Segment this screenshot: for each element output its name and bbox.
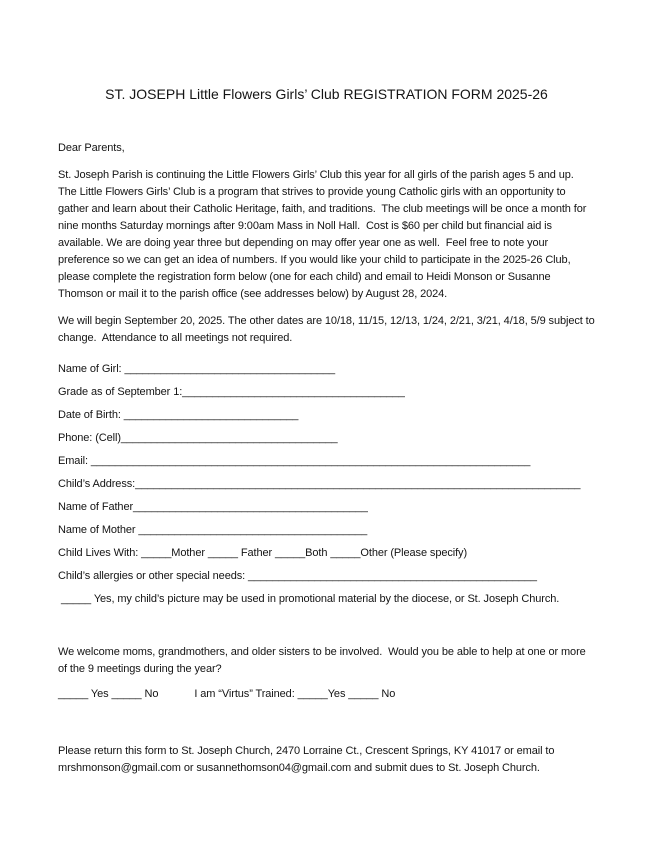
field-line-child-lives-with: Child Lives With: _____Mother _____ Father _____Both _____Other (Please specify) bbox=[58, 547, 468, 559]
volunteer-paragraph: We welcome moms, grandmothers, and older sisters to be involved. Would you be able to help at one or more of the 9 meetings during the year? bbox=[58, 646, 589, 675]
photo-release-line: _____ Yes, my child’s picture may be used in promotional material by the diocese, or St. Joseph Church. bbox=[58, 593, 560, 605]
field-line-email: Email: _________________________________________________________________________ bbox=[58, 455, 531, 467]
intro-paragraph: St. Joseph Parish is continuing the Little Flowers Girls’ Club this year for all girls of the parish ages 5 and up. The Little Flowers Girls’ Club is a program that strives to provide young Catholic girls with an opportunity to gather and learn about their Catholic Heritage, faith, and traditions. The club meetings will be once a month for nine months Saturday mornings after 9:00am Mass in Noll Hall. Cost is $60 per child but financial aid is available. We are doing year three but depending on may offer year one as well. Feel free to note your preference so we can get an idea of numbers. If you would like your child to participate in the 2025-26 Club, please complete the registration form below (one for each child) and email to Heidi Monson or Susanne Thomson or mail it to the parish office (see addresses below) by August 28, 2024. bbox=[58, 169, 590, 300]
field-line-date-of-birth: Date of Birth: _____________________________ bbox=[58, 409, 299, 421]
field-line-phone: Phone: (Cell)____________________________________ bbox=[58, 432, 338, 444]
virtus-trained-blanks: I am “Virtus” Trained: _____Yes _____ No bbox=[194, 688, 396, 700]
dates-paragraph: We will begin September 20, 2025. The other dates are 10/18, 11/15, 12/13, 1/24, 2/21, 3/21, 4/18, 5/9 subject to change. Attendance to all meetings not required. bbox=[58, 315, 598, 344]
field-line-name-of-girl: Name of Girl: ___________________________________ bbox=[58, 363, 336, 375]
field-line-child-address: Child’s Address:__________________________________________________________________________ bbox=[58, 478, 581, 490]
field-line-name-of-mother: Name of Mother ______________________________________ bbox=[58, 524, 368, 536]
page-title: ST. JOSEPH Little Flowers Girls’ Club REGISTRATION FORM 2025-26 bbox=[105, 86, 548, 102]
volunteer-answer-row bbox=[58, 686, 595, 703]
field-line-name-of-father: Name of Father_______________________________________ bbox=[58, 501, 368, 513]
field-line-grade: Grade as of September 1:_____________________________________ bbox=[58, 386, 405, 398]
volunteer-yes-no-blanks: _____ Yes _____ No bbox=[58, 688, 159, 700]
salutation: Dear Parents, bbox=[58, 142, 125, 154]
field-line-allergies: Child’s allergies or other special needs: ________________________________________________ bbox=[58, 570, 537, 582]
return-instructions: Please return this form to St. Joseph Church, 2470 Lorraine Ct., Crescent Springs, KY 41017 or email to mrshmonson@gmail.com or susannethomson04@gmail.com and submit dues to St. Joseph Church. bbox=[58, 745, 558, 774]
